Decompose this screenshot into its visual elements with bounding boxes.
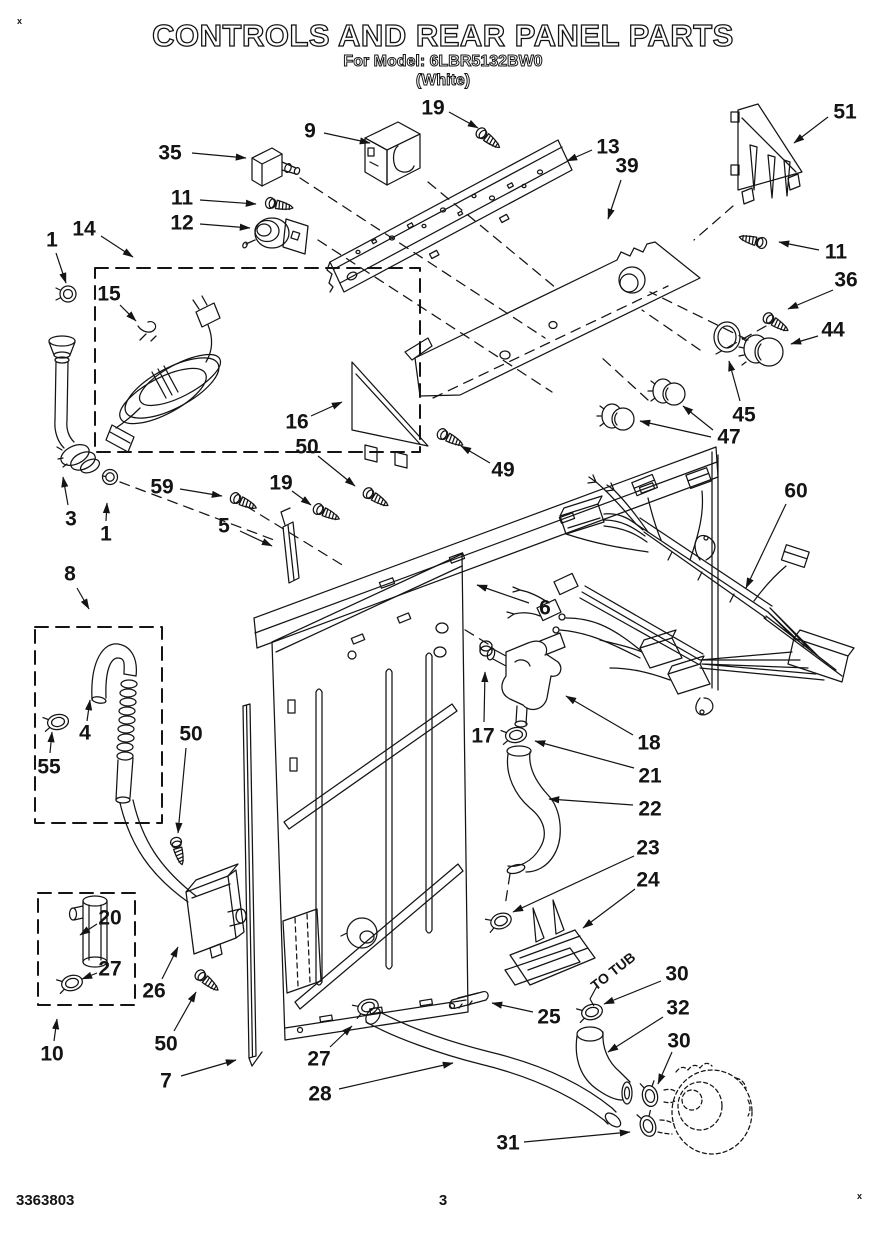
callout-49	[461, 446, 515, 482]
callout-55	[37, 732, 61, 779]
part-30-clamp-top	[577, 1002, 605, 1023]
callout-45	[729, 361, 756, 427]
part-19-screw-mid	[312, 502, 342, 524]
callout-number: 30	[665, 962, 689, 986]
part-19-screw-top	[474, 126, 503, 152]
callout-number: 18	[637, 731, 661, 755]
callout-number: 60	[784, 479, 808, 503]
callout-number: 21	[638, 764, 662, 788]
callout-number: 20	[98, 906, 122, 930]
callout-30	[658, 1030, 691, 1085]
part-27-clamp-box	[57, 973, 85, 994]
assembly-guide-lines	[120, 178, 766, 906]
callout-number: 25	[537, 1005, 561, 1029]
part-21-clamp	[501, 726, 528, 745]
callout-13	[567, 136, 620, 162]
callout-10	[40, 1019, 63, 1066]
callout-number: 35	[158, 141, 182, 165]
callout-number: 24	[636, 868, 660, 892]
part-18-water-valve	[486, 633, 565, 727]
callout-19	[269, 472, 311, 506]
part-15-power-cord	[106, 296, 227, 452]
callout-8	[64, 563, 89, 610]
callout-number: 4	[79, 721, 91, 745]
part-47-knobs	[597, 379, 685, 430]
part-14-dashed-box	[95, 268, 420, 452]
callout-number: 1	[100, 522, 112, 546]
callout-number: 17	[471, 724, 495, 748]
callout-7	[160, 1060, 236, 1093]
callout-number: 27	[307, 1047, 331, 1071]
callout-47	[640, 406, 741, 449]
callout-number: 11	[170, 186, 194, 210]
callout-number: 26	[142, 979, 166, 1003]
part-51-end-cap-right	[731, 104, 802, 204]
callout-number: 31	[496, 1131, 520, 1155]
callout-26	[142, 947, 178, 1003]
part-7-trim-strip	[243, 704, 262, 1066]
callout-12	[170, 212, 250, 235]
part-11-screw-left	[264, 197, 294, 214]
callout-3	[63, 477, 77, 531]
callout-number: 19	[269, 471, 293, 495]
callout-1	[46, 229, 66, 284]
callout-number: 59	[150, 475, 174, 499]
callout-31	[496, 1132, 630, 1155]
callout-50	[295, 436, 355, 487]
callout-59	[150, 476, 222, 499]
callout-27	[82, 958, 122, 981]
callout-number: 8	[64, 562, 76, 586]
callout-number: 22	[638, 797, 662, 821]
part-28-hose	[363, 1005, 623, 1129]
callout-number: 16	[285, 410, 309, 434]
callout-number: 44	[821, 318, 845, 342]
part-26-bracket	[186, 864, 246, 958]
part-9-timer	[365, 122, 420, 185]
part-25-clip	[450, 992, 488, 1009]
callout-number: 6	[539, 596, 551, 620]
callout-24	[583, 869, 660, 929]
callout-22	[549, 798, 662, 821]
doc-number: 3363803	[16, 1192, 75, 1209]
callout-11	[779, 241, 847, 264]
callout-number: 36	[834, 268, 858, 292]
callout-19	[421, 97, 478, 129]
callout-9	[304, 120, 370, 144]
callout-number: 7	[160, 1069, 172, 1093]
part-44-knob	[739, 335, 783, 366]
callout-11	[171, 187, 256, 210]
part-35-switch	[252, 148, 301, 186]
part-22-hose	[506, 746, 560, 875]
part-23-clamp	[485, 910, 513, 932]
part-1-washer	[103, 470, 118, 485]
callout-number: 47	[717, 425, 741, 449]
callout-number: 15	[97, 282, 121, 306]
callout-number: 1	[46, 228, 58, 252]
callout-60	[746, 480, 808, 589]
callout-number: 5	[218, 514, 230, 538]
callout-number: 30	[667, 1029, 691, 1053]
callout-44	[791, 319, 845, 345]
callout-number: 27	[98, 957, 122, 981]
callout-number: 28	[308, 1082, 332, 1106]
part-36-screw	[761, 311, 791, 335]
callout-number: 10	[40, 1042, 64, 1066]
part-55-clamp	[43, 713, 70, 732]
callout-number: 9	[304, 119, 316, 143]
callout-number: 50	[295, 435, 319, 459]
part-50-screw-bottom	[193, 968, 222, 994]
callout-number: 14	[72, 217, 96, 241]
callout-number: 19	[421, 96, 445, 120]
callout-number: 45	[732, 403, 756, 427]
callout-5	[218, 515, 272, 547]
callout-50	[178, 723, 203, 834]
callout-35	[158, 142, 246, 165]
callout-number: 13	[596, 135, 620, 159]
part-45-knob-bezel	[714, 322, 740, 352]
callout-18	[566, 696, 661, 755]
part-59-screw	[229, 491, 259, 513]
callout-number: 12	[170, 211, 194, 235]
part-5-bracket	[281, 508, 299, 583]
model-line: For Model: 6LBR5132BW0	[343, 53, 543, 70]
part-24-bracket	[505, 900, 595, 985]
callout-number: 51	[833, 100, 857, 124]
callout-36	[788, 269, 858, 310]
callout-number: 49	[491, 458, 515, 482]
callout-number: 50	[154, 1032, 178, 1056]
registration-mark-top: x	[17, 16, 23, 26]
callout-number: 39	[615, 154, 639, 178]
part-50-screw-mid	[170, 836, 188, 866]
part-1-clamp-top	[56, 286, 76, 302]
part-12-pressure-switch	[242, 218, 308, 254]
page-number: 3	[438, 1192, 448, 1209]
part-50-screw-console	[361, 486, 391, 510]
callout-1	[100, 503, 112, 546]
callout-39	[608, 155, 639, 220]
callout-number: 11	[824, 240, 848, 264]
callout-15	[97, 283, 136, 322]
registration-mark-bottom: x	[857, 1191, 863, 1201]
color-line: (White)	[415, 72, 471, 89]
callout-number: 3	[65, 507, 77, 531]
pump-ghost	[658, 1063, 752, 1154]
callout-25	[492, 1003, 561, 1029]
callout-number: 23	[636, 836, 660, 860]
page-title: CONTROLS AND REAR PANEL PARTS	[152, 18, 734, 53]
part-11-screw-right	[738, 232, 768, 250]
callout-17	[471, 672, 494, 748]
callout-number: 55	[37, 755, 61, 779]
svg-text:TO TUB: TO TUB	[587, 948, 639, 994]
callout-number: 32	[666, 996, 690, 1020]
callout-number: 50	[179, 722, 203, 746]
callout-16	[285, 402, 342, 434]
part-30-clamp-right	[640, 1081, 660, 1108]
part-32-elbow-hose	[576, 1027, 632, 1104]
callout-51	[794, 101, 857, 144]
callout-4	[79, 700, 91, 745]
part-3-inlet-hose	[49, 336, 102, 476]
part-31-clamp	[637, 1110, 659, 1138]
callout-14	[72, 218, 133, 258]
